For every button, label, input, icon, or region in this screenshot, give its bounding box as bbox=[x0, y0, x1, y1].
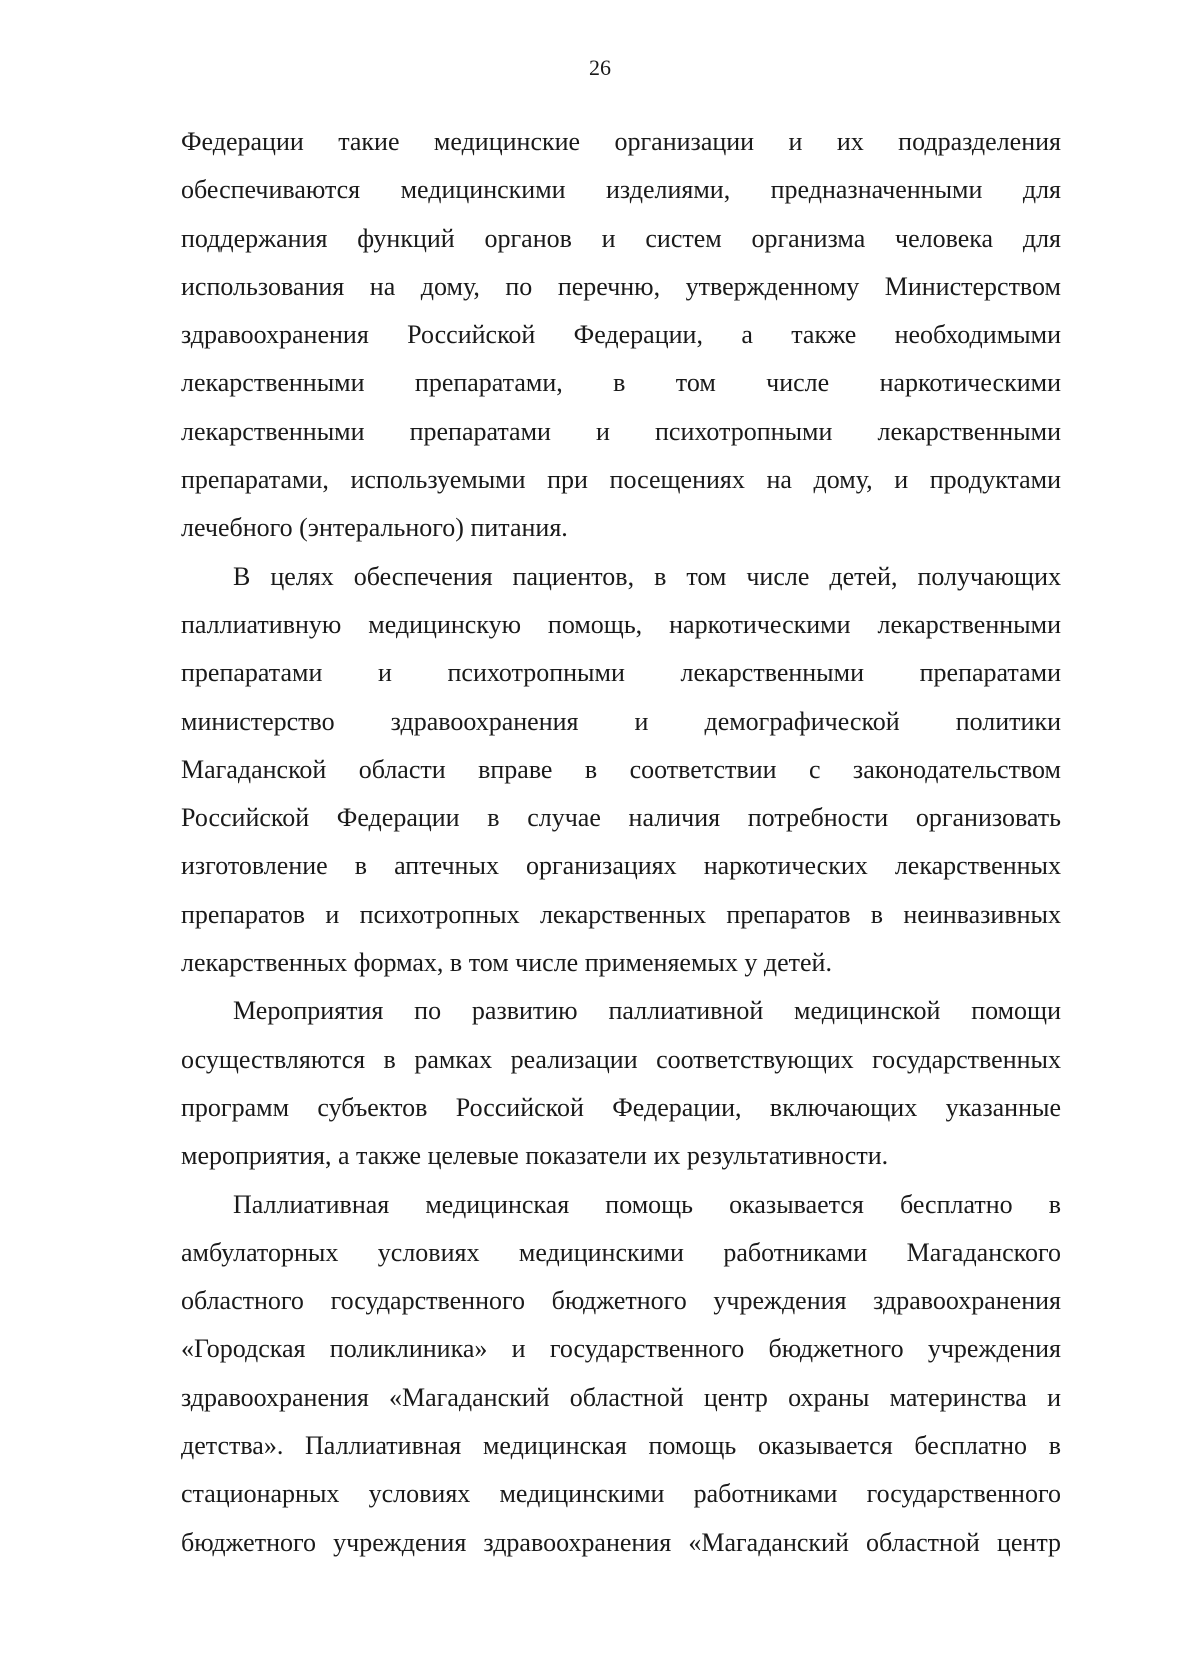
text-line: Магаданской области вправе в соответствии с законодательством bbox=[181, 754, 1061, 784]
paragraph-4 bbox=[181, 1181, 1061, 1567]
page-number: 26 bbox=[589, 55, 611, 80]
text-line: лекарственными препаратами и психотропными лекарственными bbox=[181, 416, 1061, 446]
text-line: Паллиативная медицинская помощь оказывается бесплатно в bbox=[233, 1189, 1061, 1219]
text-line: областного государственного бюджетного учреждения здравоохранения bbox=[181, 1286, 1061, 1316]
text-line: детства». Паллиативная медицинская помощь оказывается бесплатно в bbox=[181, 1431, 1061, 1461]
text-line: паллиативную медицинскую помощь, наркотическими лекарственными bbox=[181, 609, 1061, 639]
text-line: лекарственными препаратами, в том числе наркотическими bbox=[181, 368, 1061, 398]
body-text bbox=[181, 118, 1061, 1567]
text-line: лечебного (энтерального) питания. bbox=[181, 513, 568, 543]
paragraph-2 bbox=[181, 553, 1061, 988]
text-line: Мероприятия по развитию паллиативной медицинской помощи bbox=[233, 996, 1061, 1026]
text-line: здравоохранения Российской Федерации, а также необходимыми bbox=[181, 320, 1061, 350]
text-line: В целях обеспечения пациентов, в том числе детей, получающих bbox=[233, 561, 1061, 591]
text-line: Российской Федерации в случае наличия потребности организовать bbox=[181, 803, 1061, 833]
text-line: стационарных условиях медицинскими работниками государственного bbox=[181, 1479, 1061, 1509]
text-line: Федерации такие медицинские организации и их подразделения bbox=[181, 127, 1061, 156]
text-line: препаратами и психотропными лекарственными препаратами bbox=[181, 658, 1061, 688]
paragraph-3 bbox=[181, 987, 1061, 1180]
text-line: осуществляются в рамках реализации соответствующих государственных bbox=[181, 1044, 1061, 1074]
text-line: здравоохранения «Магаданский областной центр охраны материнства и bbox=[181, 1382, 1061, 1412]
text-line: бюджетного учреждения здравоохранения «Магаданский областной центр bbox=[181, 1527, 1061, 1557]
text-line: использования на дому, по перечню, утвержденному Министерством bbox=[181, 271, 1061, 301]
text-line: поддержания функций органов и систем организма человека для bbox=[181, 223, 1061, 253]
text-line: препаратами, используемыми при посещениях на дому, и продуктами bbox=[181, 465, 1061, 495]
text-line: препаратов и психотропных лекарственных препаратов в неинвазивных bbox=[181, 899, 1061, 929]
text-line: мероприятия, а также целевые показатели их результативности. bbox=[181, 1141, 889, 1171]
text-line: амбулаторных условиях медицинскими работниками Магаданского bbox=[181, 1237, 1061, 1267]
text-line: программ субъектов Российской Федерации, включающих указанные bbox=[181, 1092, 1061, 1122]
text-line: министерство здравоохранения и демографической политики bbox=[181, 706, 1061, 736]
text-line: изготовление в аптечных организациях наркотических лекарственных bbox=[181, 851, 1061, 881]
text-line: обеспечиваются медицинскими изделиями, предназначенными для bbox=[181, 175, 1061, 205]
text-line: лекарственных формах, в том числе применяемых у детей. bbox=[181, 948, 832, 978]
paragraph-1 bbox=[181, 118, 1061, 553]
text-line: «Городская поликлиника» и государственного бюджетного учреждения bbox=[181, 1334, 1061, 1364]
